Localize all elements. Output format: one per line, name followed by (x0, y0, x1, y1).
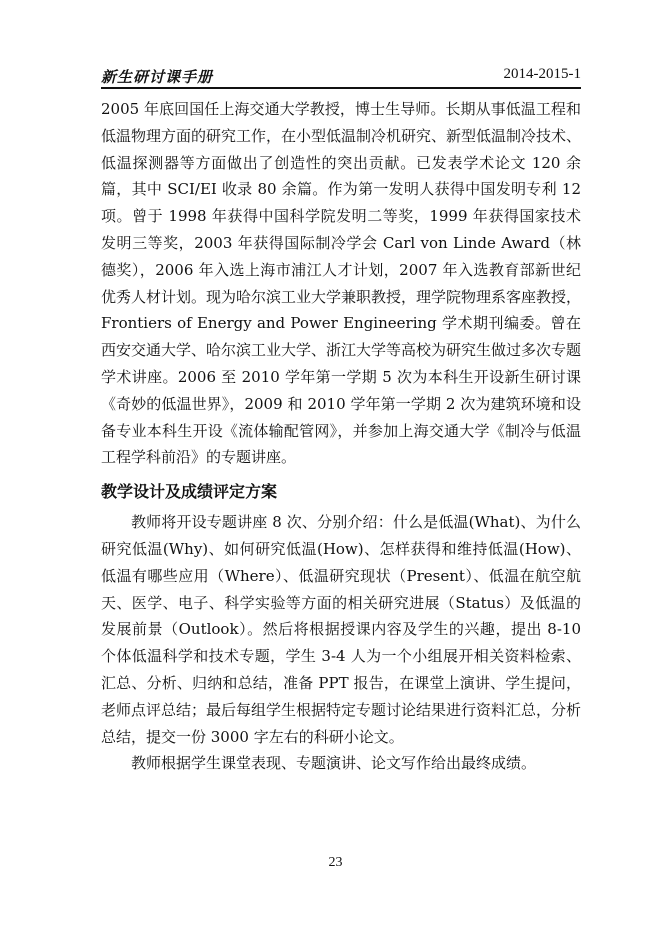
page-body (101, 96, 581, 777)
instructor-bio-paragraph: 2005 年底回国任上海交通大学教授，博士生导师。长期从事低温工程和低温物理方面的研究工作，在小型低温制冷机研究、新型低温制冷技术、低温探测器等方面做出了创造性的突出贡献。已发表学术论文 120 余篇，其中 SCI/EI 收录 80 余篇。作为第一发明人获得中国发明专利 12 项。曾于 1998 年获得中国科学院发明二等奖，1999 年获得国家技术发明三等奖，2003 年获得国际制冷学会 Carl von Linde Award（林德奖），2006 年入选上海市浦江人才计划，2007 年入选教育部新世纪优秀人材计划。现为哈尔滨工业大学兼职教授，理学院物理系客座教授，Frontiers of Energy and Power Engineering 学术期刊编委。曾在西安交通大学、哈尔滨工业大学、浙江大学等高校为研究生做过多次专题学术讲座。2006 至 2010 学年第一学期 5 次为本科生开设新生研讨课《奇妙的低温世界》，2009 和 2010 学年第一学期 2 次为建筑环境和设备专业本科生开设《流体输配管网》，并参加上海交通大学《制冷与低温工程学科前沿》的专题讲座。 (101, 100, 582, 467)
handbook-title: 新生研讨课手册 (101, 68, 214, 86)
page-number: 23 (328, 855, 343, 870)
page-header (101, 62, 581, 88)
header-divider (101, 87, 581, 89)
academic-term: 2014-2015-1 (503, 66, 581, 82)
grading-paragraph: 教师根据学生课堂表现、专题演讲、论文写作给出最终成绩。 (131, 754, 537, 773)
teaching-design-paragraph: 教师将开设专题讲座 8 次、分别介绍：什么是低温(What)、为什么研究低温(Why)、如何研究低温(How)、怎样获得和维持低温(How)、低温有哪些应用（Where）、低温研究现状（Present）、低温在航空航天、医学、电子、科学实验等方面的相关研究进展（Status）及低温的发展前景（Outlook）。然后将根据授课内容及学生的兴趣，提出 8-10 个体低温科学和技术专题，学生 3-4 人为一个小组展开相关资料检索、汇总、分析、归纳和总结，准备 PPT 报告，在课堂上演讲、学生提问，老师点评总结；最后每组学生根据特定专题讨论结果进行资料汇总，分析总结，提交一份 3000 字左右的科研小论文。 (101, 513, 582, 746)
section-heading: 教学设计及成绩评定方案 (101, 482, 278, 502)
